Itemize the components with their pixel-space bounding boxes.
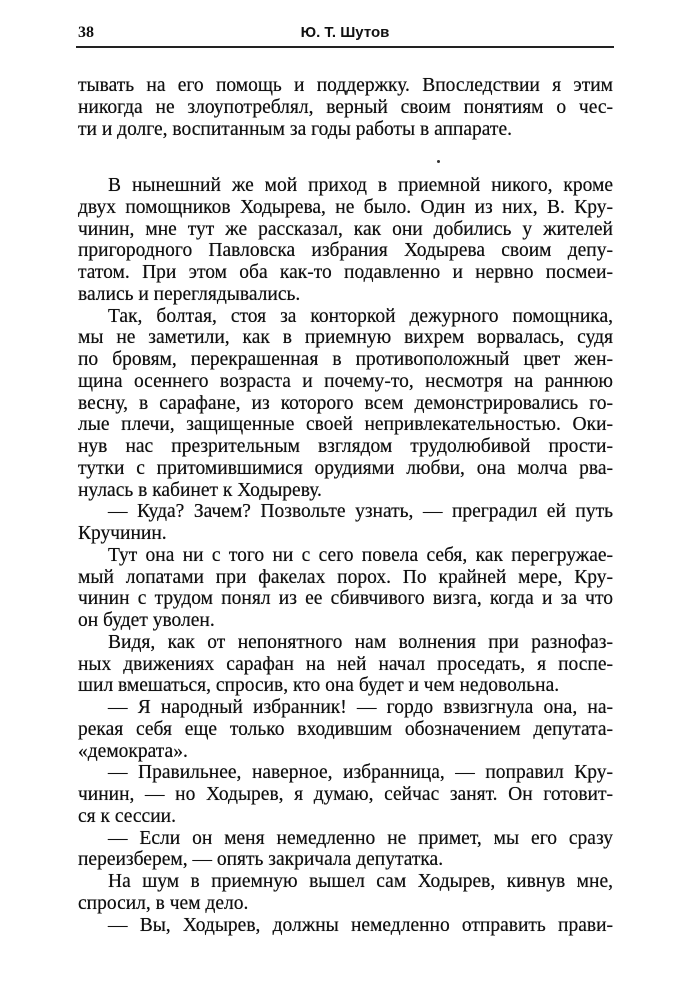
text-line: шил вмешаться, спросив, кто она будет и чем недовольна. xyxy=(78,675,560,697)
text-line: двух помощников Ходырева, не было. Один из них, В. Кру- xyxy=(78,196,613,218)
text-line: тутки с притомившимися орудиями любви, она молча рва- xyxy=(78,457,613,479)
text-line: рекая себя еще только входившим обозначением депутата- xyxy=(78,718,613,740)
text-line: «демократа». xyxy=(78,740,188,762)
text-line: Тут она ни с того ни с сего повела себя, как перегружае- xyxy=(108,544,613,566)
paragraph xyxy=(78,175,613,306)
text-line: Так, болтая, стоя за конторкой дежурного помощника, xyxy=(108,305,613,327)
paragraph xyxy=(78,915,613,937)
text-line: На шум в приемную вышел сам Ходырев, кивнув мне, xyxy=(108,871,613,892)
text-block-continuation xyxy=(78,75,613,140)
text-line: В нынешний же мой приход в приемной никого, кроме xyxy=(108,175,613,196)
text-line: татом. При этом оба как-то подавленно и нервно посмеи- xyxy=(78,262,613,283)
text-line: — Правильнее, наверное, избранница, — поправил Кру- xyxy=(108,762,613,784)
page-number: 38 xyxy=(78,24,94,41)
text-line: весну, в сарафане, из которого всем демонстрировались го- xyxy=(78,392,613,414)
text-line: ся к сессии. xyxy=(78,805,176,827)
scan-speck xyxy=(437,160,440,163)
text-line: пригородного Павловска избрания Ходырева своим депу- xyxy=(78,240,613,262)
text-line: Кручинин. xyxy=(78,523,167,544)
text-line: нулась в кабинет к Ходыреву. xyxy=(78,479,322,501)
text-line: переизберем, — опять закричала депутатка. xyxy=(78,849,444,871)
paragraph xyxy=(78,545,613,632)
text-line: — Вы, Ходырев, должны немедленно отправить прави- xyxy=(108,914,613,936)
paragraph xyxy=(78,871,613,915)
text-line: чинин, мне тут же рассказал, как они добились у жителей xyxy=(78,218,613,240)
text-line: нув нас презрительным взглядом трудолюбивой прости- xyxy=(78,436,613,457)
text-line: ных движениях сарафан на ней начал проседать, я поспе- xyxy=(78,653,613,675)
paragraph xyxy=(78,75,613,140)
paragraph xyxy=(78,306,613,502)
text-line: спросил, в чем дело. xyxy=(78,892,249,914)
text-line: тывать на его помощь и поддержку. Впоследствии я этим xyxy=(78,75,613,96)
text-line: чинин, — но Ходырев, я думаю, сейчас занят. Он готовит- xyxy=(78,784,613,805)
text-block-main xyxy=(78,175,613,936)
text-line: Видя, как от непонятного нам волнения при разнофаз- xyxy=(108,631,613,653)
paragraph xyxy=(78,697,613,762)
text-line: по бровям, перекрашенная в противоположный цвет жен- xyxy=(78,349,613,370)
text-line: вались и переглядывались. xyxy=(78,283,301,305)
text-line: лые плечи, защищенные своей непривлекательностью. Оки- xyxy=(78,414,613,436)
paragraph xyxy=(78,501,613,545)
running-header xyxy=(76,22,614,48)
text-line: щина осеннего возраста и почему-то, несмотря на раннюю xyxy=(78,370,613,392)
text-line: ти и долге, воспитанным за годы работы в аппарате. xyxy=(78,118,512,140)
text-line: мы не заметили, как в приемную вихрем ворвалась, судя xyxy=(78,327,613,349)
text-line: мый лопатами при факелах порох. По крайней мере, Кру- xyxy=(78,566,613,588)
paragraph xyxy=(78,762,613,827)
text-line: — Я народный избранник! — гордо взвизгнула она, на- xyxy=(108,697,613,718)
text-line: он будет уволен. xyxy=(78,610,215,631)
paragraph xyxy=(78,632,613,697)
text-line: — Куда? Зачем? Позвольте узнать, — преградил ей путь xyxy=(108,501,613,523)
paragraph xyxy=(78,828,613,872)
text-line: — Если он меня немедленно не примет, мы его сразу xyxy=(108,827,613,849)
text-line: никогда не злоупотреблял, верный своим понятиям о чес- xyxy=(78,96,613,118)
running-title: Ю. Т. Шутов xyxy=(300,24,390,41)
text-line: чинин с трудом понял из ее сбивчивого визга, когда и за что xyxy=(78,588,613,610)
